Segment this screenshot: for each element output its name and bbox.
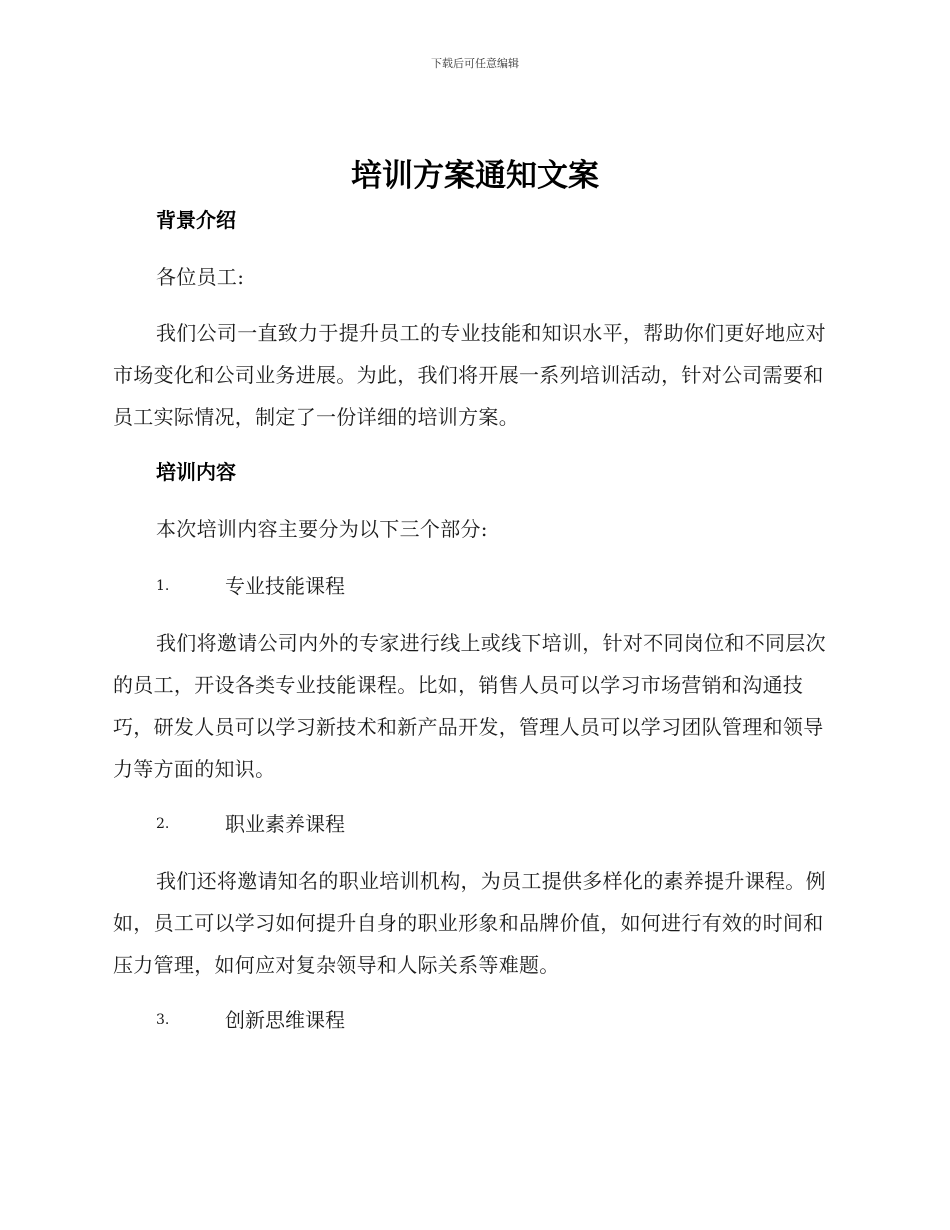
header-note: 下载后可任意编辑	[431, 57, 519, 70]
list-item	[113, 804, 833, 844]
list-label: 创新思维课程	[225, 1008, 345, 1032]
section-heading-background: 背景介绍	[156, 208, 236, 232]
content-intro-text: 本次培训内容主要分为以下三个部分:	[156, 517, 488, 541]
greeting-text: 各位员工:	[156, 265, 245, 289]
intro-paragraph: 我们公司一直致力于提升员工的专业技能和知识水平，帮助你们更好地应对市场变化和公司业务进展。为此，我们将开展一系列培训活动，针对公司需要和员工实际情况，制定了一份详细的培训方案。	[113, 321, 826, 429]
list-number: 3.	[156, 1012, 170, 1028]
list-label: 专业技能课程	[225, 574, 345, 598]
list-number: 1.	[156, 578, 170, 594]
list-item	[113, 1000, 833, 1040]
list-item	[113, 566, 833, 606]
document-body	[113, 200, 833, 1040]
section-heading-content: 培训内容	[156, 460, 236, 484]
list-label: 职业素养课程	[225, 812, 345, 836]
item-description: 我们还将邀请知名的职业培训机构，为员工提供多样化的素养提升课程。例如，员工可以学习如何提升自身的职业形象和品牌价值，如何进行有效的时间和压力管理，如何应对复杂领导和人际关系等难题。	[113, 869, 826, 977]
list-number: 2.	[156, 816, 170, 832]
page-title: 培训方案通知文案	[351, 158, 599, 194]
item-description: 我们将邀请公司内外的专家进行线上或线下培训，针对不同岗位和不同层次的员工，开设各类专业技能课程。比如，销售人员可以学习市场营销和沟通技巧，研发人员可以学习新技术和新产品开发，管理人员可以学习团队管理和领导力等方面的知识。	[113, 631, 826, 781]
